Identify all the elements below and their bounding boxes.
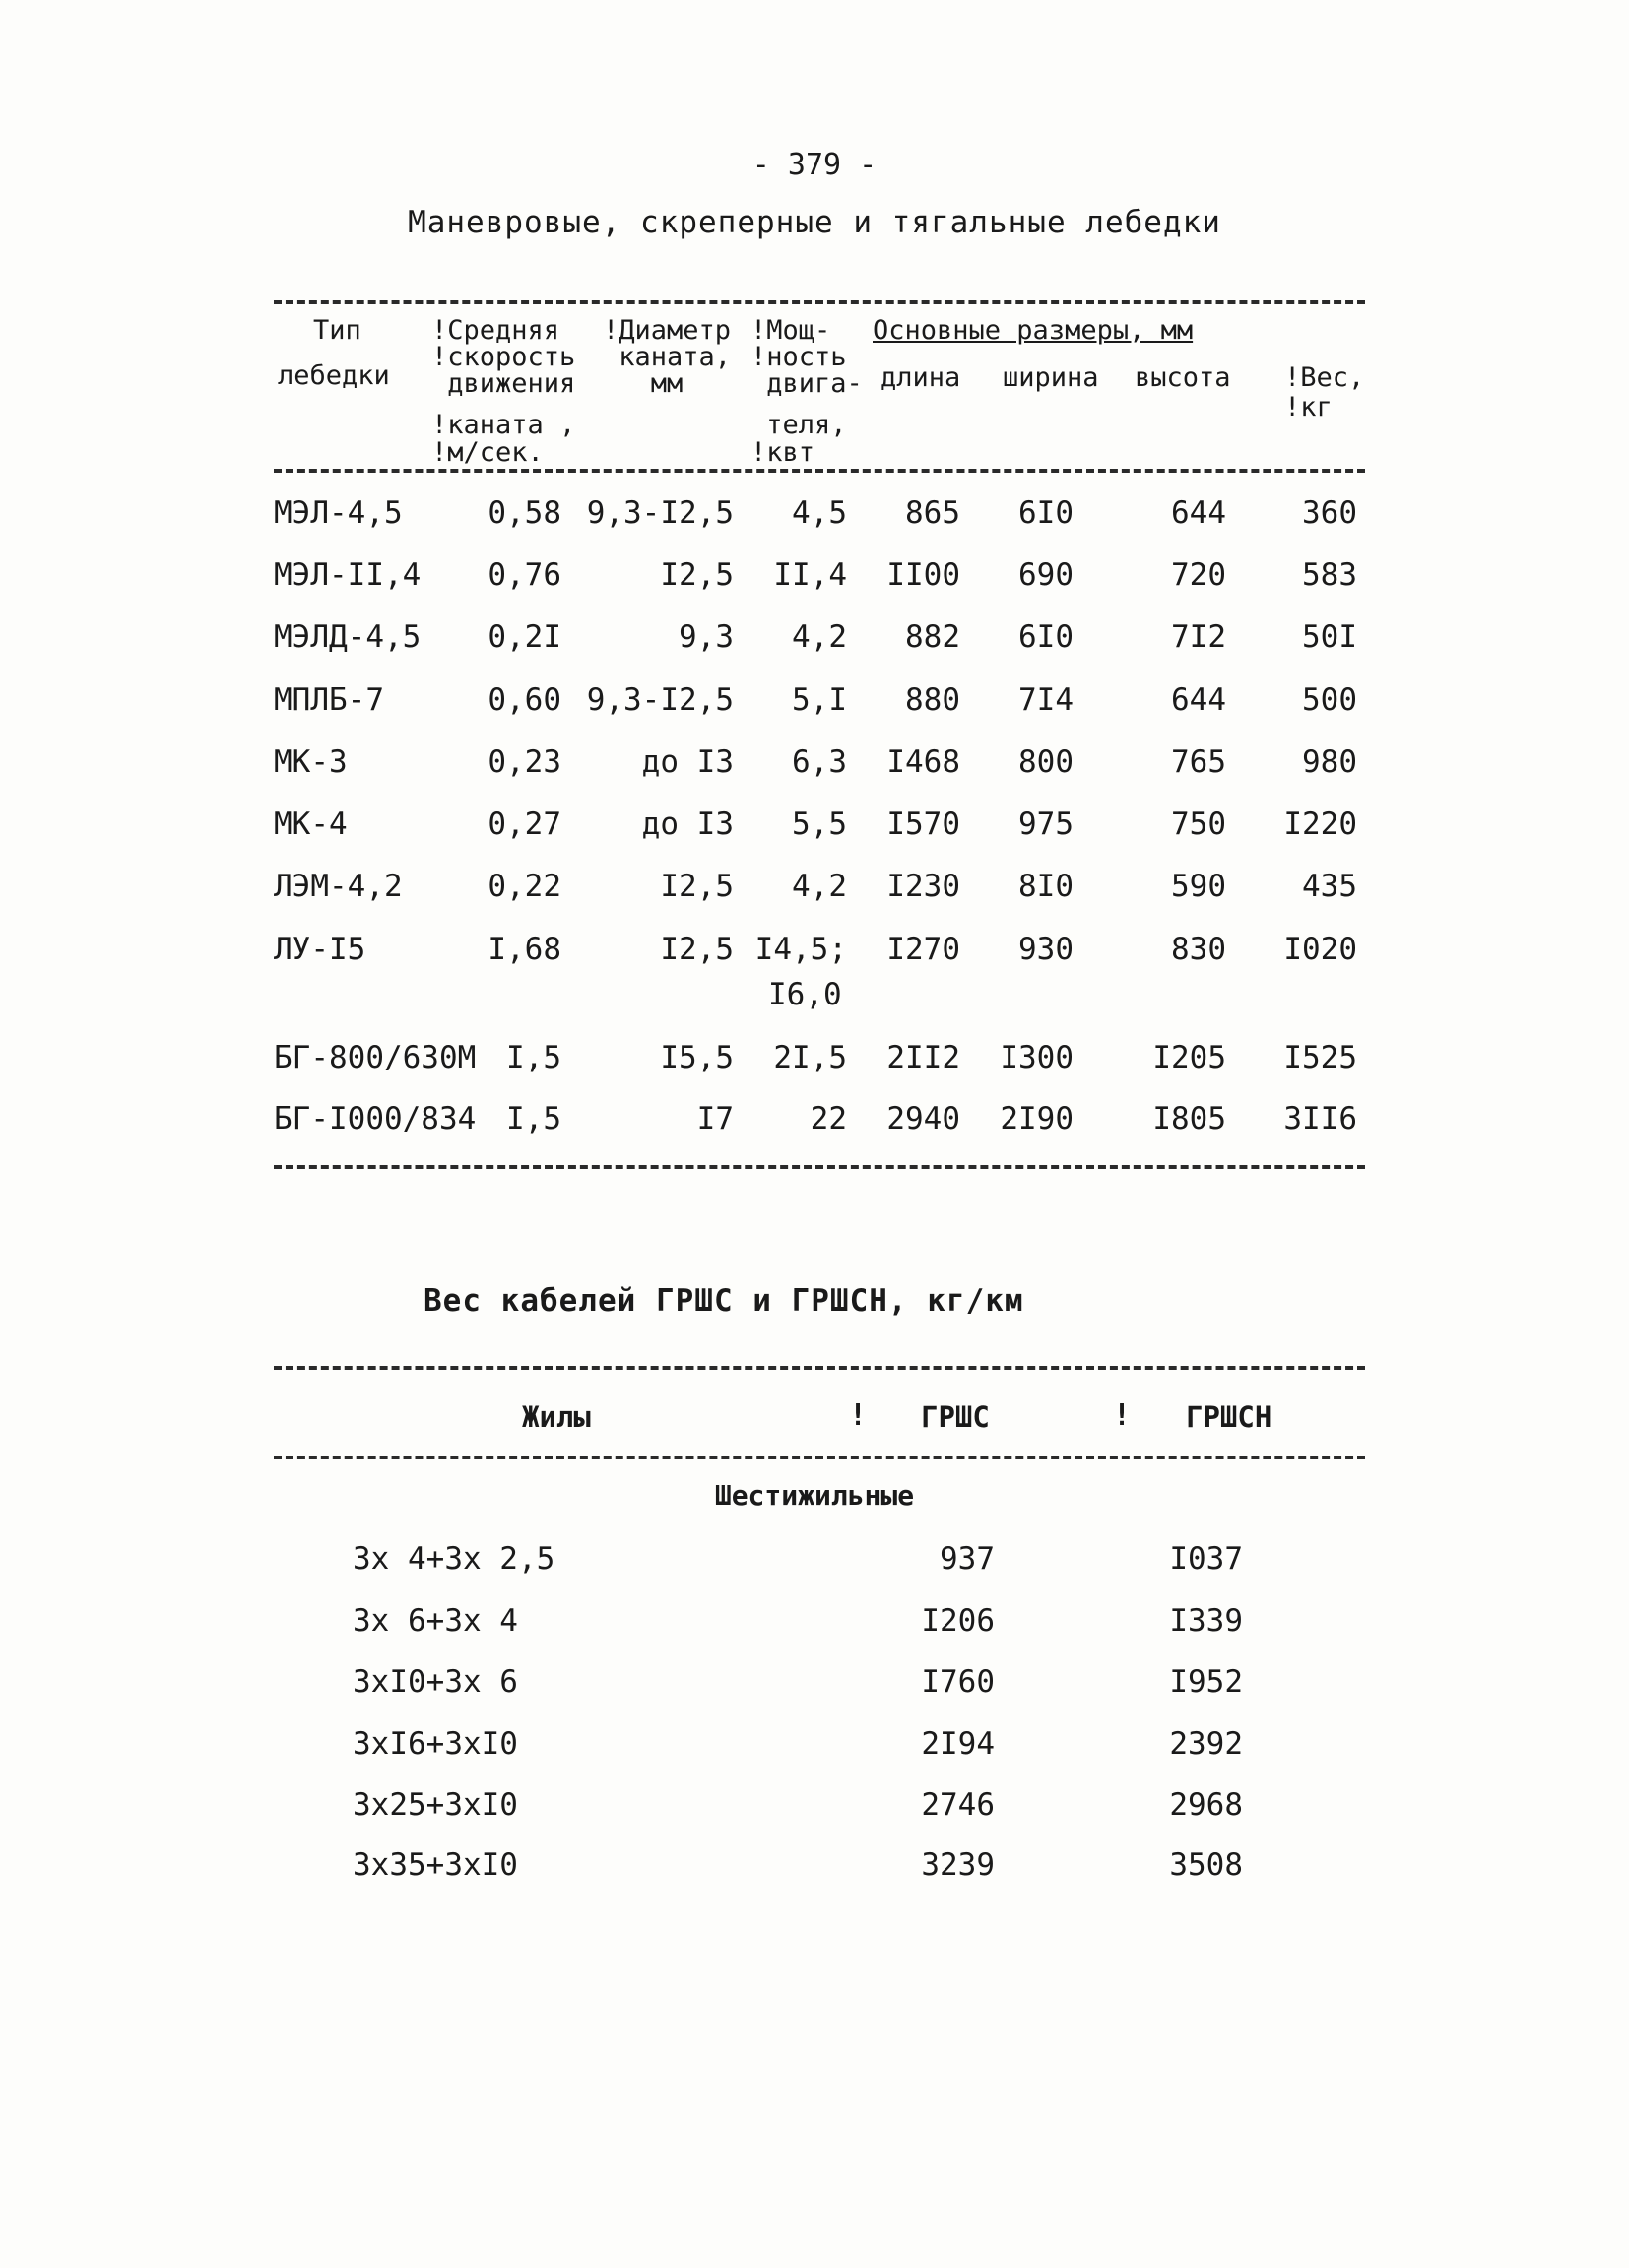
header-speed-5: !м/сек. [431,437,544,468]
cell-power: 5,I [792,682,847,718]
cell-width: 8I0 [1018,869,1074,904]
header-speed-2: !скорость [431,342,576,372]
cell-height: I205 [1152,1040,1226,1075]
header-diameter-3: мм [603,368,684,399]
cell-power: I4,5; [754,932,847,967]
header-weight-2: !кг [1284,392,1333,422]
cell-width: 2I90 [1000,1101,1074,1136]
cell-type: БГ-800/630М [274,1040,477,1075]
table-rule-top [274,300,1365,304]
header-speed-4: !каната , [431,410,576,440]
header-diameter-2: каната, [603,342,732,372]
cell-weight: 583 [1302,557,1357,593]
header-dimensions: Основные размеры, мм [873,315,1194,346]
cell-length: I230 [886,869,960,904]
table-rule-header [274,469,1365,473]
cell-width: 975 [1018,807,1074,842]
cell-power: 22 [810,1101,847,1136]
cell-grshsn: 3508 [1169,1847,1243,1883]
cell-type: БГ-I000/834 [274,1101,477,1136]
cell-power: 4,2 [792,619,847,655]
cell-cores: 3хI0+3х 6 [353,1664,518,1700]
cell-cores: 3х 6+3х 4 [353,1603,518,1639]
cell-length: 865 [905,495,960,531]
cell-height: 644 [1171,495,1226,531]
cell-height: 720 [1171,557,1226,593]
cell-weight: 500 [1302,682,1357,718]
cell-power: 6,3 [792,745,847,780]
cell-type: МЭЛ-4,5 [274,495,403,531]
cell-type: МК-4 [274,807,348,842]
cell-height: I805 [1152,1101,1226,1136]
cell-diameter: I7 [696,1101,734,1136]
header-power-2: !ность [750,342,847,372]
cell-weight: I525 [1283,1040,1357,1075]
cell-height: 830 [1171,932,1226,967]
cell-width: 6I0 [1018,495,1074,531]
header-grshs: ГРШС [921,1400,990,1434]
cell-weight: I020 [1283,932,1357,967]
cell-height: 765 [1171,745,1226,780]
cell-speed: 0,76 [488,557,561,593]
cell-power: 2I,5 [773,1040,847,1075]
cell-power: 5,5 [792,807,847,842]
table-rule-bottom [274,1165,1365,1169]
cell-height: 7I2 [1171,619,1226,655]
cable-rule-top [274,1366,1365,1370]
header-cores: Жилы [522,1400,591,1434]
header-length: длина [880,362,961,393]
cell-power: 4,5 [792,495,847,531]
cell-weight: I220 [1283,807,1357,842]
cell-type: МК-3 [274,745,348,780]
header-separator-1: ! [849,1398,868,1433]
header-power-3: двига- [750,368,863,399]
cell-power-continued: I6,0 [768,977,842,1012]
cell-diameter: I2,5 [660,932,734,967]
cell-type: ЛЭМ-4,2 [274,869,403,904]
cell-type: ЛУ-I5 [274,932,366,967]
header-power-4: теля, [750,410,847,440]
cell-grshs: 3239 [921,1847,995,1883]
cell-diameter: I2,5 [660,557,734,593]
cell-speed: 0,60 [488,682,561,718]
cell-cores: 3х25+3хI0 [353,1787,518,1823]
cell-weight: 980 [1302,745,1357,780]
cable-table-title: Вес кабелей ГРШС и ГРШСН, кг/км [424,1283,1024,1319]
header-speed-3: движения [431,368,576,399]
header-speed-1: !Средняя [431,315,560,346]
cell-diameter: 9,3 [679,619,734,655]
cell-length: I570 [886,807,960,842]
header-type-2: лебедки [278,360,390,391]
cable-rule-header [274,1456,1365,1459]
header-separator-2: ! [1113,1398,1132,1433]
cell-speed: 0,2I [488,619,561,655]
cell-weight: 3II6 [1283,1101,1357,1136]
cell-speed: 0,22 [488,869,561,904]
cell-power: II,4 [773,557,847,593]
cell-height: 750 [1171,807,1226,842]
cell-length: I468 [886,745,960,780]
cell-width: I300 [1000,1040,1074,1075]
header-height: высота [1135,362,1231,393]
cell-weight: 50I [1302,619,1357,655]
cell-width: 6I0 [1018,619,1074,655]
cell-speed: I,5 [506,1040,561,1075]
header-grshsn: ГРШСН [1186,1400,1272,1434]
header-width: ширина [1003,362,1099,393]
cell-speed: 0,23 [488,745,561,780]
cell-grshsn: 2968 [1169,1787,1243,1823]
cell-diameter: 9,3-I2,5 [586,495,734,531]
cell-width: 800 [1018,745,1074,780]
cell-speed: I,68 [488,932,561,967]
cell-speed: I,5 [506,1101,561,1136]
cell-grshsn: I339 [1169,1603,1243,1639]
cell-length: 882 [905,619,960,655]
cell-cores: 3х35+3хI0 [353,1847,518,1883]
cell-length: 880 [905,682,960,718]
cell-height: 590 [1171,869,1226,904]
cell-type: МЭЛД-4,5 [274,619,422,655]
header-weight-1: !Вес, [1284,362,1365,393]
cell-grshs: 2746 [921,1787,995,1823]
cell-speed: 0,58 [488,495,561,531]
cell-length: II00 [886,557,960,593]
cell-grshs: I206 [921,1603,995,1639]
cell-grshsn: I952 [1169,1664,1243,1700]
cell-length: 2II2 [886,1040,960,1075]
cell-diameter: до I3 [641,745,734,780]
header-power-5: !квт [750,437,815,468]
cell-grshsn: I037 [1169,1541,1243,1577]
cell-diameter: I2,5 [660,869,734,904]
cell-width: 930 [1018,932,1074,967]
cell-grshs: 2I94 [921,1726,995,1762]
cell-type: МЭЛ-II,4 [274,557,422,593]
cell-diameter: 9,3-I2,5 [586,682,734,718]
cell-height: 644 [1171,682,1226,718]
winch-table-title: Маневровые, скреперные и тягальные лебедки [408,205,1221,240]
header-diameter-1: !Диаметр [603,315,732,346]
cell-cores: 3хI6+3хI0 [353,1726,518,1762]
cable-subheader: Шестижильные [714,1479,915,1512]
cell-weight: 360 [1302,495,1357,531]
cell-cores: 3х 4+3х 2,5 [353,1541,555,1577]
cell-power: 4,2 [792,869,847,904]
cell-grshs: 937 [940,1541,995,1577]
cell-diameter: до I3 [641,807,734,842]
cell-length: I270 [886,932,960,967]
cell-grshs: I760 [921,1664,995,1700]
cell-speed: 0,27 [488,807,561,842]
cell-weight: 435 [1302,869,1357,904]
header-power-1: !Мощ- [750,315,831,346]
cell-type: МПЛБ-7 [274,682,384,718]
cell-width: 690 [1018,557,1074,593]
cell-grshsn: 2392 [1169,1726,1243,1762]
header-type-1: Тип [313,315,361,346]
cell-width: 7I4 [1018,682,1074,718]
page-number: - 379 - [751,148,878,182]
cell-length: 2940 [886,1101,960,1136]
cell-diameter: I5,5 [660,1040,734,1075]
